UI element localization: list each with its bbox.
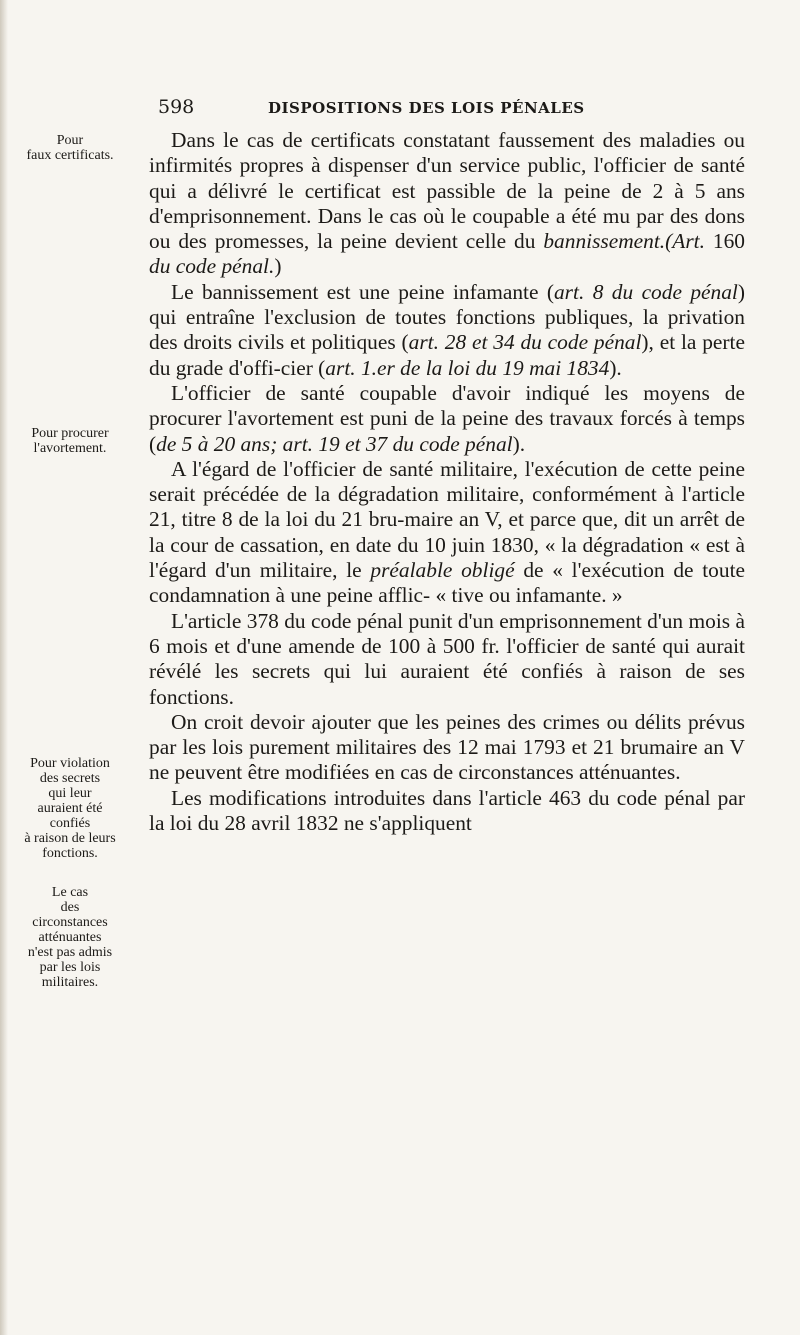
margin-note-circonstances [8, 885, 132, 990]
text-run-italic: préalable obligé [370, 558, 515, 583]
margin-note-violation-secrets [8, 756, 132, 861]
text-run: ). [512, 431, 526, 456]
text-run-italic: du code pénal. [149, 254, 275, 279]
margin-note-line: Pour [56, 133, 84, 148]
page-number: 598 [158, 96, 195, 118]
text-run: ) qui entraîne l'exclusion de toutes fonctions publiques, la privation des droits civils et politiques ( [149, 279, 745, 355]
paragraph-avortement [149, 381, 745, 457]
margin-note-line: qui leur [48, 786, 92, 801]
margin-note-line: militaires. [41, 975, 99, 990]
margin-note-line: faux certificats. [26, 148, 114, 163]
text-run-italic: art. 1.er de la loi du 19 mai 1834 [325, 355, 610, 380]
margin-note-line: fonctions. [42, 846, 98, 861]
margin-note-line: l'avortement. [33, 441, 107, 456]
text-run-italic: de 5 à 20 ans; art. 19 et 37 du code pénal [156, 431, 513, 456]
text-run: A l'égard de l'officier de santé militaire, l'exécution de cette peine serait précédée de la dégradation militaire, conformément à l'article 21, titre 8 de la loi du 21 bru-maire an V, et parce que, dit un arrêt de la cour de cassation, en date du 10 juin 1830, « la dégradation « est à l'égard d'un militaire, le [149, 456, 745, 583]
paragraph-article-378: L'article 378 du code pénal punit d'un emprisonnement d'un mois à 6 mois et d'une amende de 100 à 500 fr. l'officier de santé qui aurait révélé les secrets qui lui auraient été confiés à raison de ses fonctions. [149, 608, 745, 709]
margin-note-line: auraient été [37, 801, 103, 816]
margin-note-line: des [60, 900, 80, 915]
text-run: ). [609, 355, 622, 380]
margin-note-line: n'est pas admis [27, 945, 113, 960]
paragraph-bannissement [149, 280, 745, 381]
page-edge-shadow [0, 0, 8, 1335]
body-text [149, 128, 745, 836]
text-run: L'officier de santé coupable d'avoir indiqué les moyens de procurer l'avortement est puni de la peine des travaux forcés à temps ( [149, 380, 745, 456]
paragraph-faux-certificats [149, 128, 745, 280]
margin-note-line: atténuantes [38, 930, 102, 945]
text-run: 160 [704, 229, 745, 254]
paragraph-lois-militaires: On croit devoir ajouter que les peines des crimes ou délits prévus par les lois purement militaires des 12 mai 1793 et 21 brumaire an V ne peuvent être modifiées en cas de circonstances atténuantes. [149, 709, 745, 785]
margin-note-line: des secrets [39, 771, 101, 786]
margin-note-line: par les lois [39, 960, 101, 975]
paragraph-officier-militaire [149, 457, 745, 609]
margin-note-faux-certificats [8, 133, 132, 163]
paragraph-article-463: Les modifications introduites dans l'article 463 du code pénal par la loi du 28 avril 1832 ne s'appliquent [149, 785, 745, 836]
margin-note-line: Le cas [51, 885, 89, 900]
text-run: ), et la perte du grade d'offi-cier ( [149, 330, 745, 380]
text-run: ) [274, 254, 282, 279]
margin-note-line: Pour violation [30, 756, 110, 771]
page-header [0, 96, 800, 120]
margin-note-line: à raison de leurs [24, 831, 116, 846]
margin-note-avortement [8, 426, 132, 456]
text-run: Dans le cas de certificats constatant faussement des maladies ou infirmités propres à dispenser d'un service public, l'officier de santé qui a délivré le certificat est passible de la peine de 2 à 5 ans d'emprisonnement. Dans le cas où le coupable a été mu par des dons ou des promesses, la peine devient celle du [149, 128, 745, 254]
text-run-italic: bannissement.(Art. [543, 229, 705, 254]
margin-note-line: confiés [49, 816, 91, 831]
margin-note-line: Pour procurer [31, 426, 109, 441]
margin-note-line: circonstances [32, 915, 108, 930]
text-run: Le bannissement est une peine infamante ( [171, 279, 554, 304]
running-title: DISPOSITIONS DES LOIS PÉNALES [268, 99, 585, 117]
text-run-italic: art. 8 du code pénal [553, 279, 738, 304]
text-run-italic: art. 28 et 34 du code pénal [408, 330, 642, 355]
text-run: de « l'exécution de toute condamnation à une peine afflic- « tive ou infamante. » [149, 558, 746, 608]
